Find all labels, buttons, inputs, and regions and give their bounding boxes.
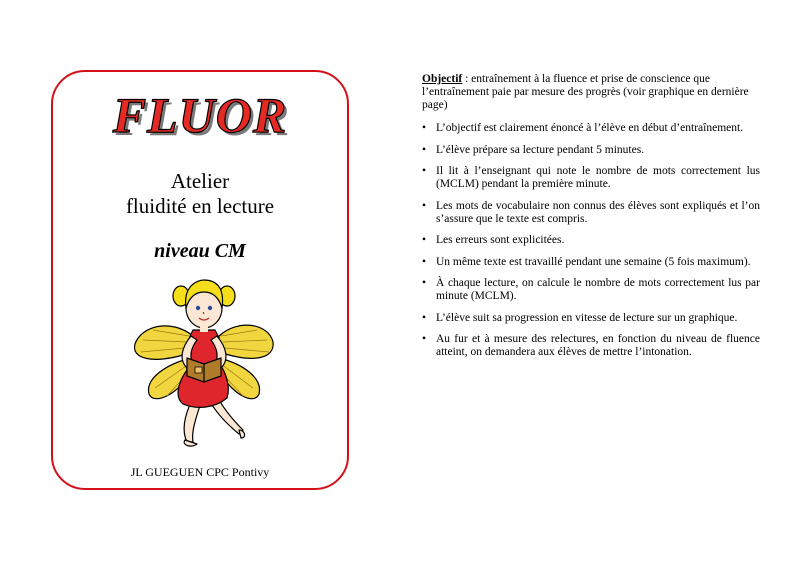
bullet-icon: • [422, 234, 427, 246]
bullet-icon: • [422, 199, 427, 212]
subtitle-line-2: fluidité en lecture [125, 194, 275, 218]
cover-subtitle [53, 169, 347, 219]
fairy-reading-illustration [127, 274, 277, 449]
foot-right [239, 430, 245, 438]
bullet-icon: • [422, 311, 427, 324]
bullet-icon: • [422, 255, 427, 268]
list-item: • L’élève prépare sa lecture pendant 5 minutes. [422, 143, 645, 156]
list-item: • Au fur et à mesure des relectures, en fonction du niveau de fluence atteint, on demandera aux élèves de mettre l’intonation. [422, 333, 760, 358]
cover-author: JL GUEGUEN CPC Pontivy [130, 465, 270, 479]
list-item: • L’objectif est clairement énoncé à l’élève en début d’entraînement. [422, 122, 744, 134]
cover-title: FLUOR [112, 87, 288, 143]
cover-card [51, 70, 349, 490]
list-item: • À chaque lecture, on calcule le nombre de mots correctement lus par minute (MCLM). [422, 277, 760, 302]
objective-text: : entraînement à la fluence et prise de conscience que l’entraînement paie par mesure des progrès (voir graphique en dernière page) [422, 73, 749, 111]
bullet-icon: • [422, 333, 427, 345]
list-item: • Les mots de vocabulaire non connus des élèves sont expliqués et l’on s’assure que le texte est compris. [422, 199, 760, 225]
bullet-icon: • [422, 165, 427, 177]
list-item: • L’élève suit sa progression en vitesse de lecture sur un graphique. [422, 311, 738, 324]
bullet-icon: • [422, 277, 427, 289]
subtitle-line-1: Atelier [170, 169, 230, 193]
objective-label: Objectif [422, 73, 463, 85]
bullet-icon: • [422, 122, 427, 134]
bullet-icon: • [422, 143, 427, 156]
level-label: niveau CM [154, 240, 246, 262]
list-item: • Il lit à l’enseignant qui note le nombre de mots correctement lus (MCLM) pendant la première minute. [422, 165, 760, 190]
list-item: • Les erreurs sont explicitées. [422, 234, 565, 246]
rules-list [422, 122, 760, 359]
list-item: • Un même texte est travaillé pendant une semaine (5 fois maximum). [422, 255, 751, 268]
objective-paragraph [422, 73, 760, 112]
rules-panel [422, 73, 760, 368]
